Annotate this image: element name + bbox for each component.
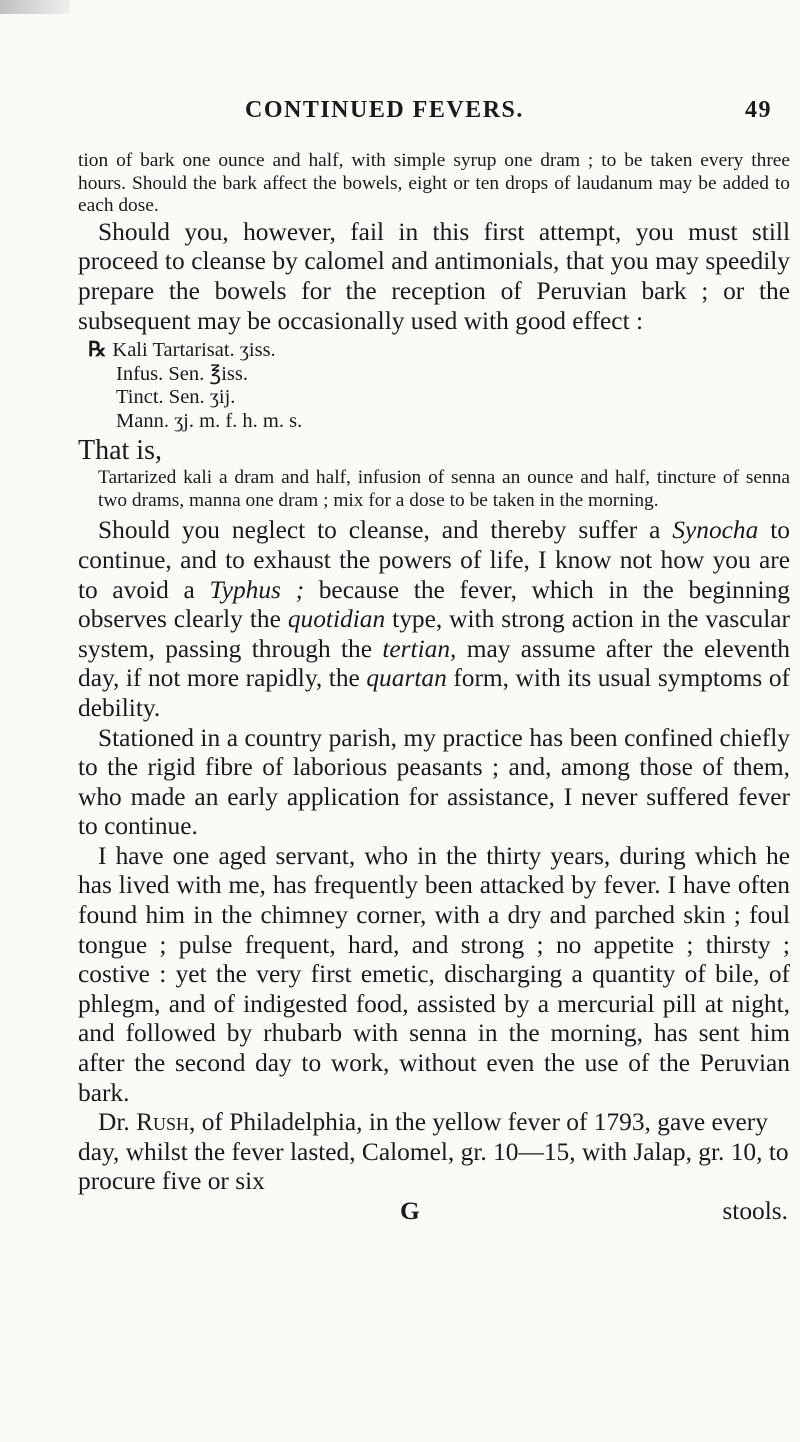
term-quartan: quartan [366, 664, 447, 693]
page-footer [78, 1197, 790, 1227]
paragraph-synocha [78, 516, 790, 723]
paragraph-aged-servant: I have one aged servant, who in the thirty years, during which he has lived with me, has frequently been attacked by fever. I have often found him in the chimney corner, with a dry and parched skin ; foul tongue ; pulse frequent, hard, and strong ; no appetite ; thirsty ; costive : yet the very first emetic, discharging a quantity of bile, of phlegm, and of indigested food, assisted by a mercurial pill at night, and followed by rhubarb with senna in the morning, has sent him after the second day to work, without even the use of the Peruvian bark. [78, 841, 790, 1107]
that-is-heading: That is, [78, 435, 162, 467]
text-run: because the fever, which in the beginning observes clearly the [78, 575, 790, 634]
text-run: may assume after the eleventh day, if not more rapidly, the [78, 634, 790, 693]
prescription-item-tinct: Tinct. Sen. ʒij. [116, 386, 236, 409]
prescription-item-infus: Infus. Sen. ℥iss. [116, 362, 248, 385]
text-run: Should you neglect to cleanse, and thereby suffer a [98, 516, 673, 545]
term-typhus: Typhus ; [209, 575, 305, 604]
name-rush: Rush, [136, 1108, 196, 1137]
text-run: form, with its usual symptoms of debility. [78, 664, 790, 722]
prescription-item-mann: Mann. ʒj. m. f. h. m. s. [116, 409, 303, 432]
page-number: 49 [745, 97, 772, 123]
text-run: Dr. [98, 1108, 137, 1137]
prescription-line-1 [88, 339, 790, 363]
catchword: stools. [722, 1197, 788, 1225]
page-body [78, 150, 790, 1227]
signature-mark: G [400, 1197, 420, 1225]
text-run: to continue, and to exhaust the powers of life, I know not how you are to avoid a [78, 516, 790, 604]
recipe-icon: ℞ [88, 339, 107, 362]
prescription [88, 339, 790, 433]
text-run: type, with strong action in the vascular system, passing through the [78, 605, 790, 663]
paragraph-cleanse: Should you, however, fail in this first attempt, you must still proceed to cleanse by calomel and antimonials, that you may speedily prepare the bowels for the reception of Peruvian bark ; or the subsequent may be occasionally used with good effect : [78, 217, 790, 335]
main-text-1 [78, 218, 790, 336]
text-run: of Philadelphia, in the yellow fever of 1793, gave every day, whilst the fever lasted, Calomel, gr. 10—15, with Jalap, gr. 10, to procure five or six [78, 1108, 789, 1196]
term-tertian: tertian, [382, 634, 457, 663]
paragraph-country-parish: Stationed in a country parish, my practice has been confined chiefly to the rigid fibre of laborious peasants ; and, among those of them, who made an early application for assistance, I never suffered fever to continue. [78, 723, 790, 841]
paragraph-dr-rush [78, 1108, 790, 1197]
intro-paragraph: tion of bark one ounce and half, with simple syrup one dram ; to be taken every three hours. Should the bark affect the bowels, eight or ten drops of laudanum may be added to each dose. [78, 150, 790, 217]
term-synocha: Synocha [672, 516, 759, 545]
term-quotidian: quotidian [287, 605, 386, 634]
prescription-translation: Tartarized kali a dram and half, infusion of senna an ounce and half, tincture of senna two drams, manna one dram ; mix for a dose to be taken in the morning. [98, 467, 790, 511]
prescription-item-kali: Kali Tartarisat. ʒiss. [112, 339, 276, 362]
running-title: CONTINUED FEVERS. [245, 97, 524, 123]
page-corner-mark [0, 0, 70, 14]
intro-text [78, 150, 790, 218]
main-text-2 [78, 516, 790, 1197]
